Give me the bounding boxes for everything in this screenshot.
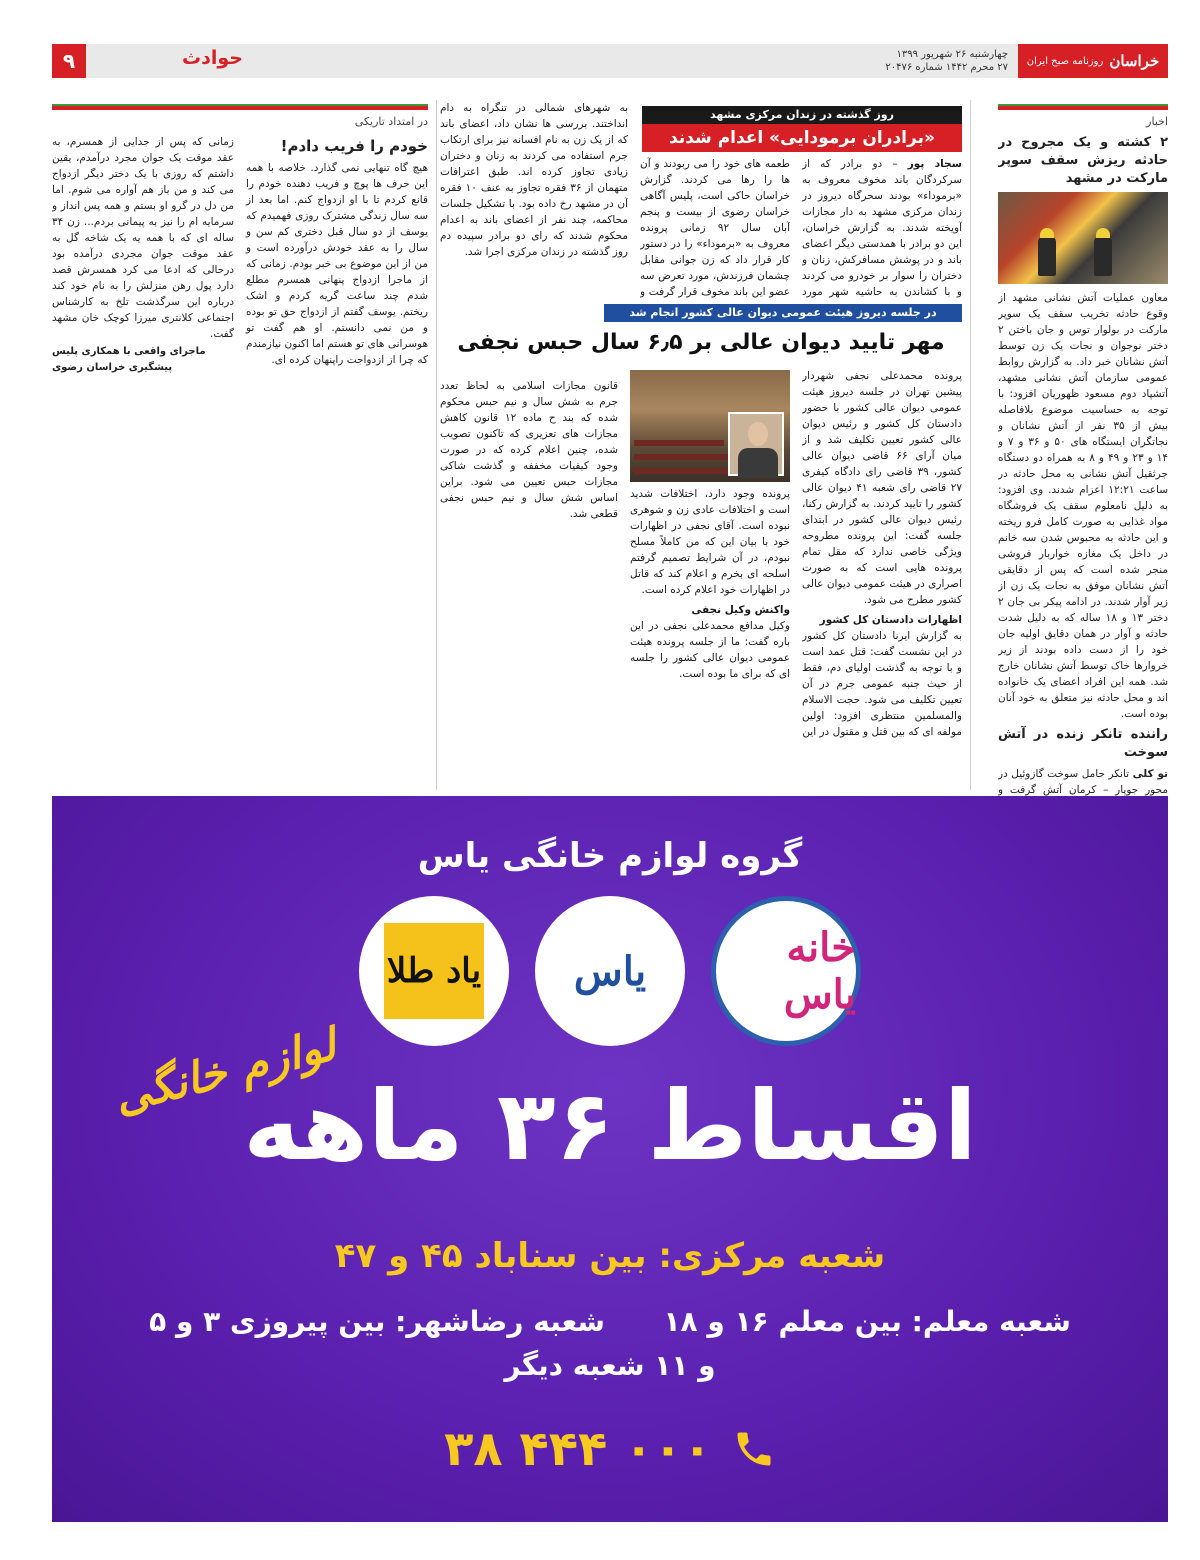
left-text-right: هیچ گاه تنهایی نمی گذارد. خلاصه با همه این حرف ها پوچ و فریب دهنده خودم را قانع کردم تا با او ازدواج کنم. اما بعد از سه سال زندگی مشترک روزی فهمیدم که یوسف از دو سال قبل دختری کم سن و سال را به عقد خودش درآورده است و من از این موضوع بی خبر بودم. زمانی که از ماجرا ازدواج پنهانی همسرم مطلع شدم چند ساعت گریه کردم و اشک ریختم. یوسف گفتم از ازدواج حق تو بوده و من نمی دانستم. او هم گفت تو هوسرانی های تو هستم اما اکنون نیازمندم که چرا از ازدواجت راپنهان کرده ای. — [246, 162, 428, 366]
column-rule — [998, 104, 1168, 110]
main-stories — [440, 100, 962, 790]
ad-main-offer: اقساط ۳۶ ماهه — [243, 1070, 977, 1182]
yad-tala-box — [384, 923, 484, 1019]
news-body-1: معاون عملیات آتش نشانی مشهد از وقوع حادثه تخریب سقف یک سوپر مارکت در بولوار توس و جان باختن ۲ دختر نوجوان و نجات یک زن توسط آتش نشانان خبر داد. به گزارش روابط عمومی سازمان آتش نشانی مشهد، آتشپاد دوم مسعود ظهوریان افزود: با توجه به حساسیت موضوع بلافاصله بیش از ۳۵ نفر از آتش نشانان و نجاتگران ایستگاه های ۵۰ و ۳۶ و ۷ و ۱۴ و ۲۳ و ۴۹ و ۸ به همراه دو دستگاه جرثقیل آتش نشانی به محل حادثه در ساعت ۱۲:۲۱ اعزام شدند. وی افزود: به دلیل نامعلوم سقف یک فروشگاه مواد غذایی به صورت کامل فرو ریخته و این حادثه به محبوس شدن سه خانم در داخل یک مغازه خواربار فروشی منجر شده است که پس از دقایقی آتش نشانان موفق به نجات یک زن از زیر آوار شدند. در ادامه پیکر بی جان ۲ دختر ۱۳ و ۱۸ ساله که به دلیل شدت حادثه و آوار در همان دقایق اولیه جان خود را از دست داده بودند از زیر خروارها خاک توسط آتش نشانان خارج شد. همه این افراد اعضای یک خانواده اند و محل حادثه نیز متعلق به خود آنان بوده است. — [998, 292, 1168, 720]
portrait-inset — [728, 412, 784, 476]
ad-branch-moallem: شعبه معلم: بین معلم ۱۶ و ۱۸ — [663, 1305, 1071, 1338]
story1-col-left: به شهرهای شمالی در تنگراه به دام انداختند. بررسی ها نشان داد، اعضای باند که از یک زن به نام افسانه نیز برای ارتکاب جرم استفاده می کردند به زنان و دختران زیادی تجاوز کرده اند. طبق اعترافات متهمان از ۳۶ فقره تجاوز به عنف ۱۰ فقره آن در مشهد رخ داده بود. با تشکیل جلسات محاکمه، چند نفر از اعضای باند به اعدام محکوم شدند که رای دو برادر سپیده دم روز گذشته در زندان مرکزی اجرا شد. — [440, 102, 628, 258]
story1-text-right: – دو برادر که از سرکردگان باند مخوف معروف به «برموداء» بودند سحرگاه دیروز در زندان مرکزی مشهد به دار مجازات آویخته شدند. به گزارش خراسان، این دو برادر با همدستی دیگر اعضای باند و در پوشش مسافرکش، زنان و دختران را سوار بر خودرو می کردند و با کشاندن به حاشیه شهر مورد — [802, 158, 962, 298]
brand-tagline: روزنامه صبح ایران — [1026, 55, 1104, 67]
left-text-left: زمانی که پس از جدایی از همسرم، به عقد موقت یک جوان مجرد درآمدم، یقین داشتم که روزی با یک دختر دیگر ازدواج می کند و من باز هم آواره می شوم. اما من دل در گرو او بستم و همه پس انداز و سرمایه ام را نیز به پیمانی بردم... زن ۳۴ ساله ای که با همه یه یک شاخه گل به عقد موقت جوان مجردی درآمده بود درحالی که ادعا می کرد همسرش قصد دارد پول رهن منزلش را به نام خود کند درباره این سرگذشت تلخ به کارشناس اجتماعی کلانتری میرزا کوچک خان مشهد گفت. — [52, 136, 234, 340]
story2-text-right: پرونده محمدعلی نجفی شهردار پیشین تهران در جلسه دیروز هیئت عمومی دیوان عالی کشور با حضور دادستان کل کشور و رئیس دیوان عالی کشور تعیین تکلیف شد و از میان آرای ۶۶ قاضی دیوان عالی کشور، ۳۹ قاضی رای دادگاه کیفری ۲۷ قاضی رای شعبه ۴۱ دیوان عالی کشور را تایید کردند. به گزارش رکنا، رئیس دیوان عالی کشور در ابتدای جلسه گفت: این پرونده مطروحه ویژگی خاصی ندارد که مقل تمام پرونده هایی است که به صورت اصراری در هیئت عمومی دیوان عالی کشور مطرح می شود. — [802, 370, 962, 606]
phone-icon — [732, 1427, 776, 1471]
story2-col-mid — [630, 486, 790, 788]
left-columns — [52, 134, 428, 376]
date-lunar: ۲۷ محرم ۱۴۴۲ شماره ۲۰۴۷۶ — [885, 62, 1008, 73]
story2-label: در جلسه دیروز هیئت عمومی دیوان عالی کشور انجام شد — [604, 304, 962, 322]
story2-col-left: قانون مجازات اسلامی به لحاظ تعدد جرم به شش سال و نیم حبس محکوم شده که بند ح ماده ۱۲ قانون کاهش مجازات های تعزیری که تاکنون تصویب شده، چنین اعلام کرده که در صورت وجود کیفیات مخففه و گذشت شاکی مجازات حبس تعیین می شود. براین اساس شش سال و نیم حبس نجفی قطعی شد. — [440, 380, 618, 520]
firefighter-figure — [1038, 236, 1056, 276]
left-column — [52, 104, 428, 794]
ad-branch-row — [52, 1300, 1168, 1344]
column-divider — [436, 100, 437, 790]
left-kicker: در امتداد تاریکی — [354, 115, 428, 128]
story2-text-right-2: به گزارش ایرنا دادستان کل کشور در این نشست گفت: قتل عمد است و با توجه به گذشت اولیای دم، فقط از حیث جنبه عمومی جرم در آن تعیین تکلیف می شود. حجت الاسلام والمسلمین منتظری افزود: اولین مولفه ای که بین قتل و مقتول در این — [802, 630, 962, 738]
news-headline-1: ۲ کشته و یک مجروح در حادثه ریزش سقف سوپر مارکت در مشهد — [998, 135, 1168, 186]
firefighter-figure — [1094, 236, 1112, 276]
left-col-right — [246, 134, 428, 376]
left-signature: ماجرای واقعی با همکاری پلیس پیشگیری خراسان رضوی — [52, 346, 206, 373]
bench-row — [634, 454, 730, 460]
ad-branch-rezashahr: شعبه رضاشهر: بین پیروزی ۳ و ۵ — [149, 1305, 605, 1338]
date-solar: چهارشنبه ۲۶ شهریور ۱۳۹۹ — [896, 49, 1008, 60]
yad-tala-text: یاد طلا — [386, 951, 482, 991]
page-header — [52, 44, 1168, 78]
story2-text-mid-2: وکیل مدافع محمدعلی نجفی در این باره گفت: ما از جلسه پرونده هیئت عمومی دیوان عالی کشور را جلسه ای که برای ما بوده است. — [630, 620, 790, 680]
news-body-2-text: تانکر حامل سوخت گازوئیل در محور جوپار – کرمان آتش گرفت و — [998, 768, 1168, 796]
left-headline: خودم را فریب دادم! — [280, 137, 428, 155]
story2-subhead-2: واکنش وکیل نجفی — [691, 604, 790, 616]
page-number: ۹ — [52, 44, 86, 78]
ad-branches — [52, 1300, 1168, 1388]
story2-col-right — [802, 368, 962, 788]
ad-phone-row — [52, 1421, 1168, 1477]
news-headline-2: راننده تانکر زنده در آتش سوخت — [998, 727, 1168, 760]
ad-logos — [52, 896, 1168, 1046]
yas-logo: یاس — [535, 896, 685, 1046]
story1-col-mid: طعمه های خود را می ربودند و آن ها را رها می کردند. گزارش خراسان حاکی است، پلیس آگاهی خراسان رضوی از بیست و پنجم آبان سال ۹۲ زمانی پرونده معروف به «برموداء» را در دستور کار قرار داد که زن جوانی مقابل چشمان فرزندش، مورد تعرض سه عضو این باند مخوف قرار گرفت و — [640, 158, 790, 298]
bench-row — [634, 440, 724, 446]
left-col-left — [52, 134, 234, 376]
story2-headline: مهر تایید دیوان عالی بر ۶٫۵ سال حبس نجفی — [457, 330, 945, 355]
story2-subhead-1: اظهارات دادستان کل کشور — [819, 614, 962, 626]
portrait-suit — [738, 448, 778, 478]
ad-branch-more: و ۱۱ شعبه دیگر — [504, 1349, 716, 1382]
court-session-photo — [630, 370, 790, 482]
ad-phone-number: ۳۸ ۴۴۴ ۰۰۰ — [444, 1421, 712, 1477]
news-body-2-lead: تو کلی — [1132, 768, 1168, 780]
helmet-icon — [1040, 228, 1054, 238]
bench-row — [634, 468, 734, 474]
khaneh-yas-logo: خانه یاس — [711, 896, 861, 1046]
helmet-icon — [1096, 228, 1110, 238]
column-divider — [970, 100, 971, 790]
news-kicker: اخبار — [1146, 115, 1168, 128]
story1-label: روز گذشته در زندان مرکزی مشهد — [642, 106, 962, 124]
brand-logo: خراسان — [1109, 52, 1160, 70]
issue-date — [885, 48, 1008, 74]
section-title: حوادث — [182, 47, 243, 69]
fire-rescue-photo — [998, 192, 1168, 284]
story2-text-mid: پرونده وجود دارد، اختلافات شدید است و اختلافات عادی زن و شوهری نبوده است. آقای نجفی در اظهارات خود با بیان این که من کاملاً مسلح نبودم، در آن شرایط تصمیم گرفتم اسلحه ای بخرم و اعلام کند که قاتل در اظهارات خود اعلام کرده است. — [630, 488, 790, 596]
news-column — [998, 104, 1168, 824]
story1-lead: سجاد پور — [907, 158, 962, 170]
yad-tala-logo — [359, 896, 509, 1046]
ad-yellow-tag: لوازم خانگی — [109, 1019, 341, 1124]
story1-col-right — [802, 156, 962, 300]
ad-group-title: گروه لوازم خانگی یاس — [417, 836, 803, 876]
story1-headline: «برادران برمودایی» اعدام شدند — [642, 124, 962, 152]
portrait-face — [748, 422, 768, 446]
brand-block — [1018, 44, 1168, 78]
advertisement — [52, 796, 1168, 1522]
column-rule — [52, 104, 428, 110]
ad-central-branch: شعبه مرکزی: بین سناباد ۴۵ و ۴۷ — [334, 1236, 886, 1276]
